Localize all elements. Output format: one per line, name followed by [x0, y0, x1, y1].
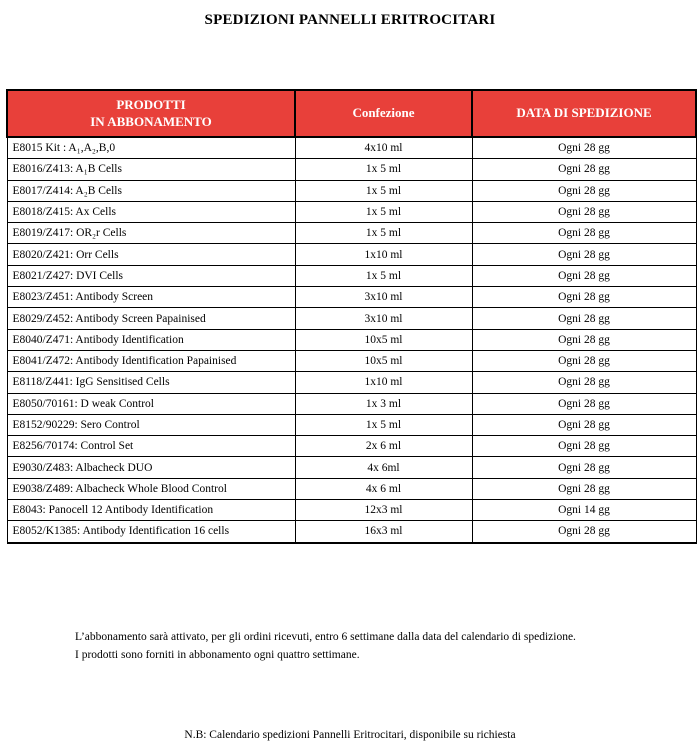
product-cell: E8256/70174: Control Set — [7, 436, 295, 457]
product-cell: E8018/Z415: Ax Cells — [7, 201, 295, 222]
shipment-table — [6, 89, 697, 544]
ship-date-cell: Ogni 28 gg — [472, 180, 696, 201]
ship-date-cell: Ogni 14 gg — [472, 500, 696, 521]
subscription-note — [75, 628, 576, 664]
table-row — [7, 393, 696, 414]
package-cell: 10x5 ml — [295, 329, 472, 350]
table-row — [7, 308, 696, 329]
package-cell: 3x10 ml — [295, 308, 472, 329]
ship-date-cell: Ogni 28 gg — [472, 159, 696, 180]
ship-date-cell: Ogni 28 gg — [472, 372, 696, 393]
header-products-line1: PRODOTTI — [116, 96, 186, 112]
package-cell: 1x 5 ml — [295, 414, 472, 435]
table-row — [7, 159, 696, 180]
package-cell: 4x 6 ml — [295, 478, 472, 499]
ship-date-cell: Ogni 28 gg — [472, 478, 696, 499]
product-cell: E8017/Z414: A₂B Cells — [7, 180, 295, 201]
package-cell: 1x10 ml — [295, 244, 472, 265]
table-row — [7, 478, 696, 499]
table-row — [7, 329, 696, 350]
table-row — [7, 414, 696, 435]
package-cell: 2x 6 ml — [295, 436, 472, 457]
package-cell: 1x 5 ml — [295, 223, 472, 244]
package-cell: 4x 6ml — [295, 457, 472, 478]
table-row — [7, 500, 696, 521]
product-cell: E8118/Z441: IgG Sensitised Cells — [7, 372, 295, 393]
package-cell: 10x5 ml — [295, 350, 472, 371]
table-header-row — [7, 90, 696, 137]
product-cell: E8050/70161: D weak Control — [7, 393, 295, 414]
product-cell: E8052/K1385: Antibody Identification 16 cells — [7, 521, 295, 543]
product-cell: E8043: Panocell 12 Antibody Identification — [7, 500, 295, 521]
package-cell: 4x10 ml — [295, 137, 472, 159]
package-cell: 3x10 ml — [295, 287, 472, 308]
product-cell: E8023/Z451: Antibody Screen — [7, 287, 295, 308]
ship-date-cell: Ogni 28 gg — [472, 287, 696, 308]
package-cell: 1x 5 ml — [295, 180, 472, 201]
ship-date-cell: Ogni 28 gg — [472, 244, 696, 265]
ship-date-cell: Ogni 28 gg — [472, 329, 696, 350]
page-title: SPEDIZIONI PANNELLI ERITROCITARI — [204, 12, 496, 28]
package-cell: 1x 3 ml — [295, 393, 472, 414]
ship-date-cell: Ogni 28 gg — [472, 265, 696, 286]
header-products — [7, 90, 295, 137]
package-cell: 1x10 ml — [295, 372, 472, 393]
ship-date-cell: Ogni 28 gg — [472, 350, 696, 371]
product-cell: E8029/Z452: Antibody Screen Papainised — [7, 308, 295, 329]
table-row — [7, 201, 696, 222]
table-row — [7, 287, 696, 308]
note-activation-line: L’abbonamento sarà attivato, per gli ordini ricevuti, entro 6 settimane dalla data del calendario di spedizione. — [75, 631, 576, 643]
ship-date-cell: Ogni 28 gg — [472, 521, 696, 543]
package-cell: 1x 5 ml — [295, 265, 472, 286]
product-cell: E9038/Z489: Albacheck Whole Blood Control — [7, 478, 295, 499]
table-row — [7, 457, 696, 478]
ship-date-cell: Ogni 28 gg — [472, 201, 696, 222]
header-package: Confezione — [295, 90, 472, 137]
ship-date-cell: Ogni 28 gg — [472, 436, 696, 457]
ship-date-cell: Ogni 28 gg — [472, 223, 696, 244]
package-cell: 1x 5 ml — [295, 201, 472, 222]
note-frequency-line: I prodotti sono forniti in abbonamento ogni quattro settimane. — [75, 649, 360, 661]
ship-date-cell: Ogni 28 gg — [472, 393, 696, 414]
package-cell: 1x 5 ml — [295, 159, 472, 180]
package-cell: 16x3 ml — [295, 521, 472, 543]
ship-date-cell: Ogni 28 gg — [472, 414, 696, 435]
product-cell: E8020/Z421: Orr Cells — [7, 244, 295, 265]
table-row — [7, 265, 696, 286]
header-products-line2: IN ABBONAMENTO — [90, 113, 212, 129]
header-ship-date: DATA DI SPEDIZIONE — [472, 90, 696, 137]
product-cell: E8016/Z413: A₁B Cells — [7, 159, 295, 180]
table-row — [7, 350, 696, 371]
table-row — [7, 521, 696, 543]
package-cell: 12x3 ml — [295, 500, 472, 521]
product-cell: E8015 Kit : A₁,A₂,B,0 — [7, 137, 295, 159]
nb-footnote: N.B: Calendario spedizioni Pannelli Eritrocitari, disponibile su richiesta — [184, 729, 516, 741]
ship-date-cell: Ogni 28 gg — [472, 308, 696, 329]
product-cell: E8040/Z471: Antibody Identification — [7, 329, 295, 350]
ship-date-cell: Ogni 28 gg — [472, 137, 696, 159]
product-cell: E8021/Z427: DVI Cells — [7, 265, 295, 286]
table-row — [7, 436, 696, 457]
table-row — [7, 180, 696, 201]
product-cell: E8152/90229: Sero Control — [7, 414, 295, 435]
ship-date-cell: Ogni 28 gg — [472, 457, 696, 478]
product-cell: E9030/Z483: Albacheck DUO — [7, 457, 295, 478]
table-row — [7, 372, 696, 393]
table-row — [7, 137, 696, 159]
table-row — [7, 223, 696, 244]
table-row — [7, 244, 696, 265]
product-cell: E8019/Z417: OR₂r Cells — [7, 223, 295, 244]
product-cell: E8041/Z472: Antibody Identification Papainised — [7, 350, 295, 371]
